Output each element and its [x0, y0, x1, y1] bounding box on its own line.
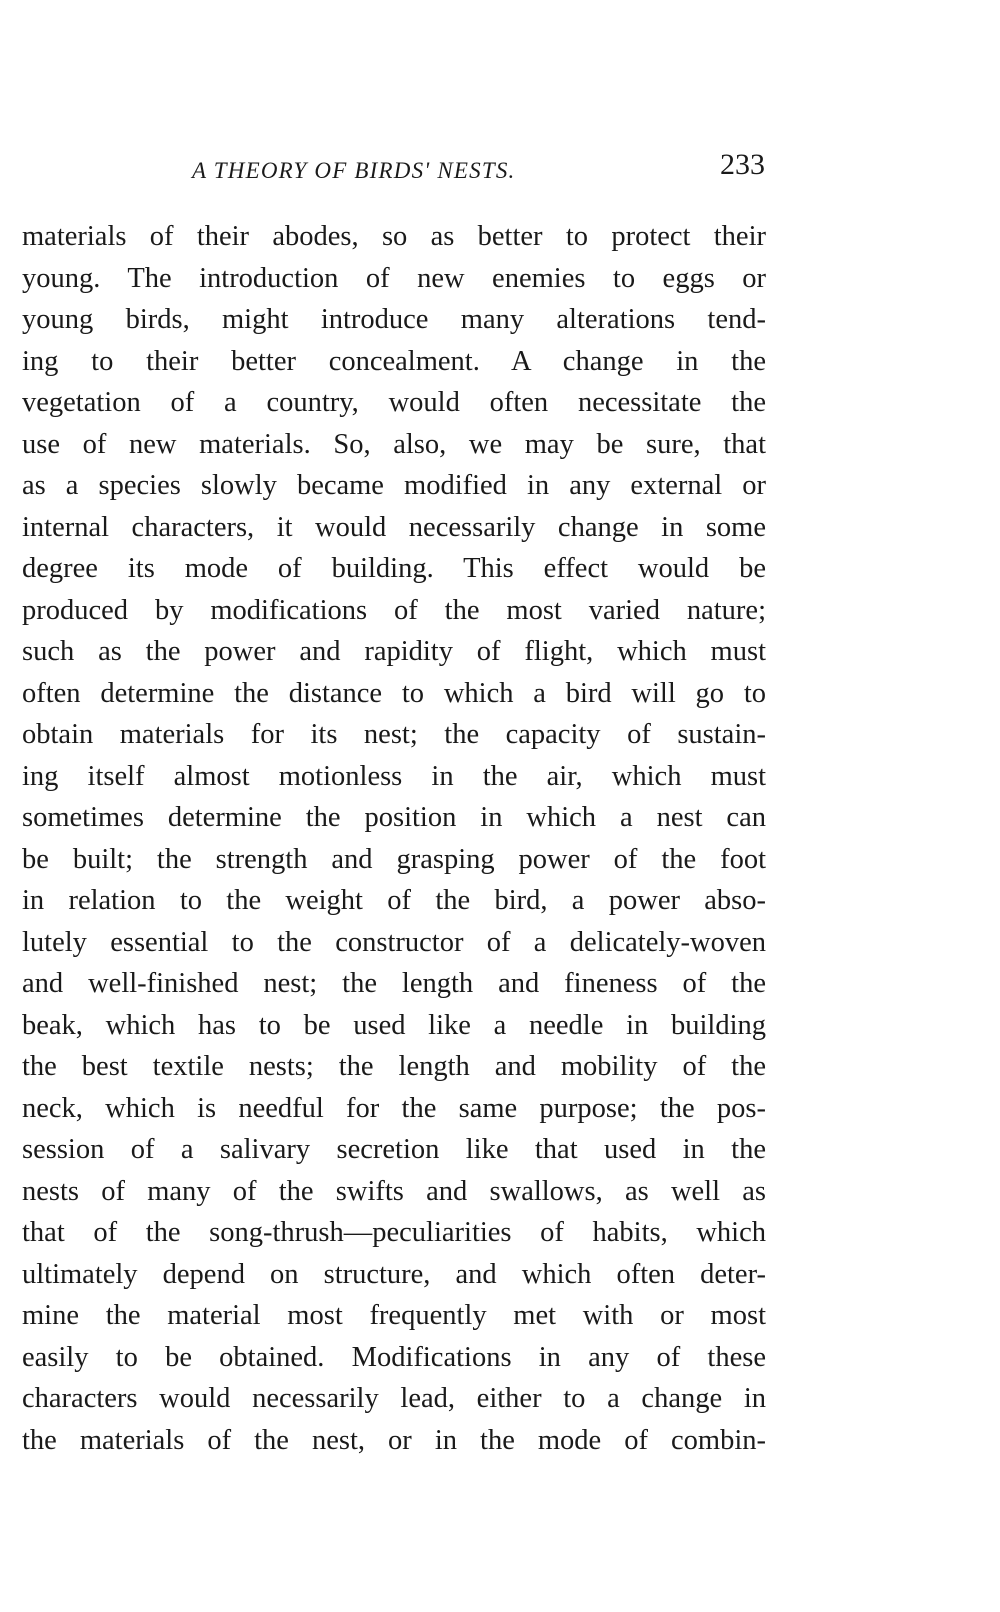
text-line: ultimately depend on structure, and which often deter- [22, 1258, 766, 1290]
text-line: obtain materials for its nest; the capacity of sustain- [22, 719, 766, 750]
text-line: mine the material most frequently met with or most [22, 1300, 766, 1331]
text-line: the materials of the nest, or in the mode of combin- [22, 1424, 766, 1456]
text-line: beak, which has to be used like a needle in building [22, 1009, 766, 1041]
text-line: ing to their better concealment. A change in the [22, 345, 766, 377]
text-line: materials of their abodes, so as better to protect their [22, 221, 766, 252]
text-line: often determine the distance to which a bird will go to [22, 677, 766, 709]
text-line: vegetation of a country, would often necessitate the [22, 387, 766, 418]
text-line: degree its mode of building. This effect would be [22, 553, 766, 584]
text-line: produced by modifications of the most varied nature; [22, 594, 766, 626]
text-line: such as the power and rapidity of flight, which must [22, 636, 766, 667]
body-text [22, 216, 766, 1461]
running-title: A THEORY OF BIRDS' NESTS. [192, 158, 516, 183]
text-line: that of the song-thrush—peculiarities of habits, which [22, 1217, 766, 1248]
text-line: use of new materials. So, also, we may be sure, that [22, 428, 766, 460]
text-line: young birds, might introduce many alterations tend- [22, 304, 766, 335]
text-line: as a species slowly became modified in any external or [22, 470, 766, 501]
text-line: lutely essential to the constructor of a delicately-woven [22, 926, 766, 958]
text-line: sometimes determine the position in which a nest can [22, 802, 766, 833]
running-head [20, 148, 765, 192]
text-line: nests of many of the swifts and swallows, as well as [22, 1175, 766, 1207]
text-line: be built; the strength and grasping power of the foot [22, 843, 766, 875]
text-line: the best textile nests; the length and mobility of the [22, 1051, 766, 1082]
text-line: and well-finished nest; the length and fineness of the [22, 968, 766, 999]
text-line: neck, which is needful for the same purpose; the pos- [22, 1092, 766, 1124]
text-line: ing itself almost motionless in the air, which must [22, 760, 766, 792]
text-line: internal characters, it would necessarily change in some [22, 511, 766, 543]
text-line: in relation to the weight of the bird, a power abso- [22, 885, 766, 916]
text-line: session of a salivary secretion like that used in the [22, 1134, 766, 1165]
text-line: easily to be obtained. Modifications in any of these [22, 1341, 766, 1373]
text-line: young. The introduction of new enemies to eggs or [22, 262, 766, 294]
page-number: 233 [720, 148, 765, 181]
text-line: characters would necessarily lead, either to a change in [22, 1383, 766, 1414]
